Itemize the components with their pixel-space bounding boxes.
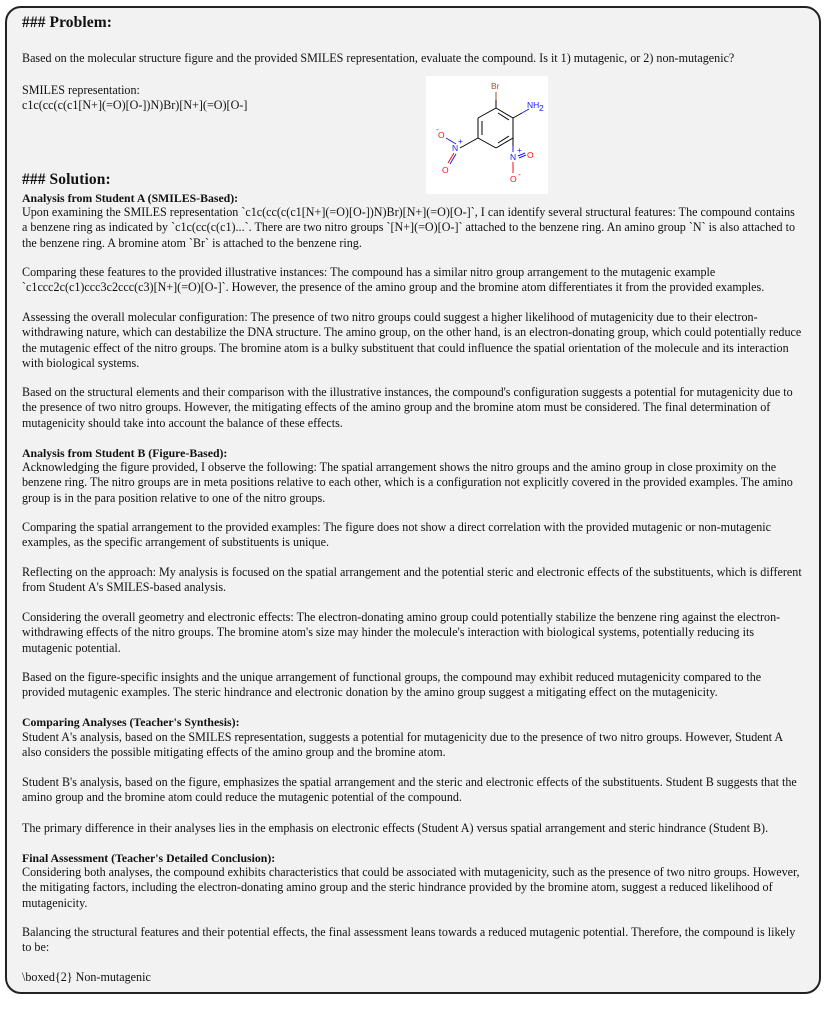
nitro-n-left: N [452,143,459,153]
problem-question: Based on the molecular structure figure and the provided SMILES representation, evaluate the compound. Is it 1) mutagenic, or 2) non-mutagenic? [22,51,735,65]
student-b-title: Analysis from Student B (Figure-Based): [22,446,228,460]
problem-heading: ### Problem: [22,14,113,31]
nitro-o-left-double: O [442,165,449,175]
solution-heading: ### Solution: [22,171,111,188]
student-b-paragraph: Based on the figure-specific insights and the unique arrangement of functional groups, the compound may exhibit reduced mutagenicity compared to the provided mutagenic examples. The steric hindrance and electronic donation by the amino group suggest a mitigating effect on the mutagenicity. [22,670,762,700]
student-b-paragraph: Comparing the spatial arrangement to the provided examples: The figure does not show a direct correlation with the provided mutagenic or non-mutagenic examples, as the specific arrangement of substituents is unique. [22,520,772,550]
comparison-paragraph: Student A's analysis, based on the SMILES representation, suggests a potential for mutagenicity due to the presence of two nitro groups. However, Student A also considers the possible mitigating effects of the amino group and the bromine atom. [22,730,783,760]
amino-label: NH [527,100,540,110]
comparison-paragraph: Student B's analysis, based on the figure, emphasizes the spatial arrangement and the steric and electronic effects of the substituents. Student B suggests that the amino group and the bromine atom could reduce the mutagenic potential of the compound. [22,775,797,805]
molecule-structure [426,76,548,194]
nitro-n-left-charge: + [458,136,463,146]
nitro-o-right-single: O [510,174,517,184]
student-a-paragraph: Assessing the overall molecular configuration: The presence of two nitro groups could suggest a higher likelihood of mutagenicity due to their electron-withdrawing nature, which can destabilize the DNA structure. The amino group, on the other hand, is an electron-donating group, which could potentially reduce the mutagenic effect of the nitro groups. The bromine atom is a bulky substituent that could influence the spatial orientation of the molecule and its interaction with biological systems. [22,310,802,370]
student-a-paragraph: Upon examining the SMILES representation `c1c(cc(c(c1[N+](=O)[O-])N)Br)[N+](=O)[O-]`, I can identify several structural features: The compound contains a benzene ring as indicated by `c1c(cc(c(c1)...`. There are two nitro groups `[N+](=O)[O-]` attached to the benzene ring. An amino group `N` is also attached to the benzene ring. A bromine atom `Br` is attached to the benzene ring. [22,205,795,250]
student-b-paragraph: Acknowledging the figure provided, I observe the following: The spatial arrangement shows the nitro groups and the amino group in close proximity on the benzene ring. The nitro groups are in meta positions relative to each other, which is a configuration not explicitly covered in the provided examples. The amino group is in the para position relative to one of the nitro groups. [22,460,793,505]
student-b-paragraph: Reflecting on the approach: My analysis is focused on the spatial arrangement and the potential steric and electronic effects of the substituents, which is different from Student A's SMILES-based analysis. [22,565,802,595]
student-a-title: Analysis from Student A (SMILES-Based): [22,191,239,205]
comparison-title: Comparing Analyses (Teacher's Synthesis): [22,715,240,729]
smiles-label: SMILES representation: [22,83,140,97]
final-paragraph: Balancing the structural features and their potential effects, the final assessment leans towards a reduced mutagenic potential. Therefore, the compound is likely to be: [22,925,796,955]
student-a-paragraph: Based on the structural elements and their comparison with the illustrative instances, the compound's configuration suggests a potential for mutagenicity due to the presence of two nitro groups. However, the mitigating effects of the amino group and the bromine atom must be considered. The final determination of mutagenicity should take into account the balance of these effects. [22,385,793,430]
nitro-o-right-double: O [527,150,534,160]
molecule-figure [426,76,548,194]
nitro-n-right: N [510,152,517,162]
smiles-string: c1c(cc(c(c1[N+](=O)[O-])N)Br)[N+](=O)[O-] [22,98,248,112]
student-a-paragraph: Comparing these features to the provided illustrative instances: The compound has a similar nitro group arrangement to the mutagenic example `c1ccc2c(c1)ccc3c2ccc(c3)[N+](=O)[O-]`. However, the presence of the amino group and the bromine atom differentiates it from the provided examples. [22,265,765,295]
final-answer: \boxed{2} Non-mutagenic [22,970,151,984]
bromine-label: Br [491,81,500,91]
nitro-n-right-charge: + [517,145,522,155]
comparison-paragraph: The primary difference in their analyses lies in the emphasis on electronic effects (Student A) versus spatial arrangement and steric hindrance (Student B). [22,821,769,835]
final-title: Final Assessment (Teacher's Detailed Conclusion): [22,851,276,865]
amino-subscript: 2 [539,103,544,113]
student-b-paragraph: Considering the overall geometry and electronic effects: The electron-donating amino group could potentially stabilize the benzene ring against the electron-withdrawing effects of the nitro groups. The bromine atom's size may hinder the molecule's interaction with biological systems, potentially reducing its mutagenic potential. [22,610,781,655]
nitro-o-left-charge: - [436,124,439,134]
nitro-o-left-single: O [438,130,445,140]
final-paragraph: Considering both analyses, the compound exhibits characteristics that could be associated with mutagenicity, such as the presence of two nitro groups. However, the mitigating factors, including the electron-donating amino group and the steric hindrance provided by the bromine atom, suggest a reduced likelihood of mutagenicity. [22,865,800,910]
nitro-o-right-charge: - [518,169,521,179]
